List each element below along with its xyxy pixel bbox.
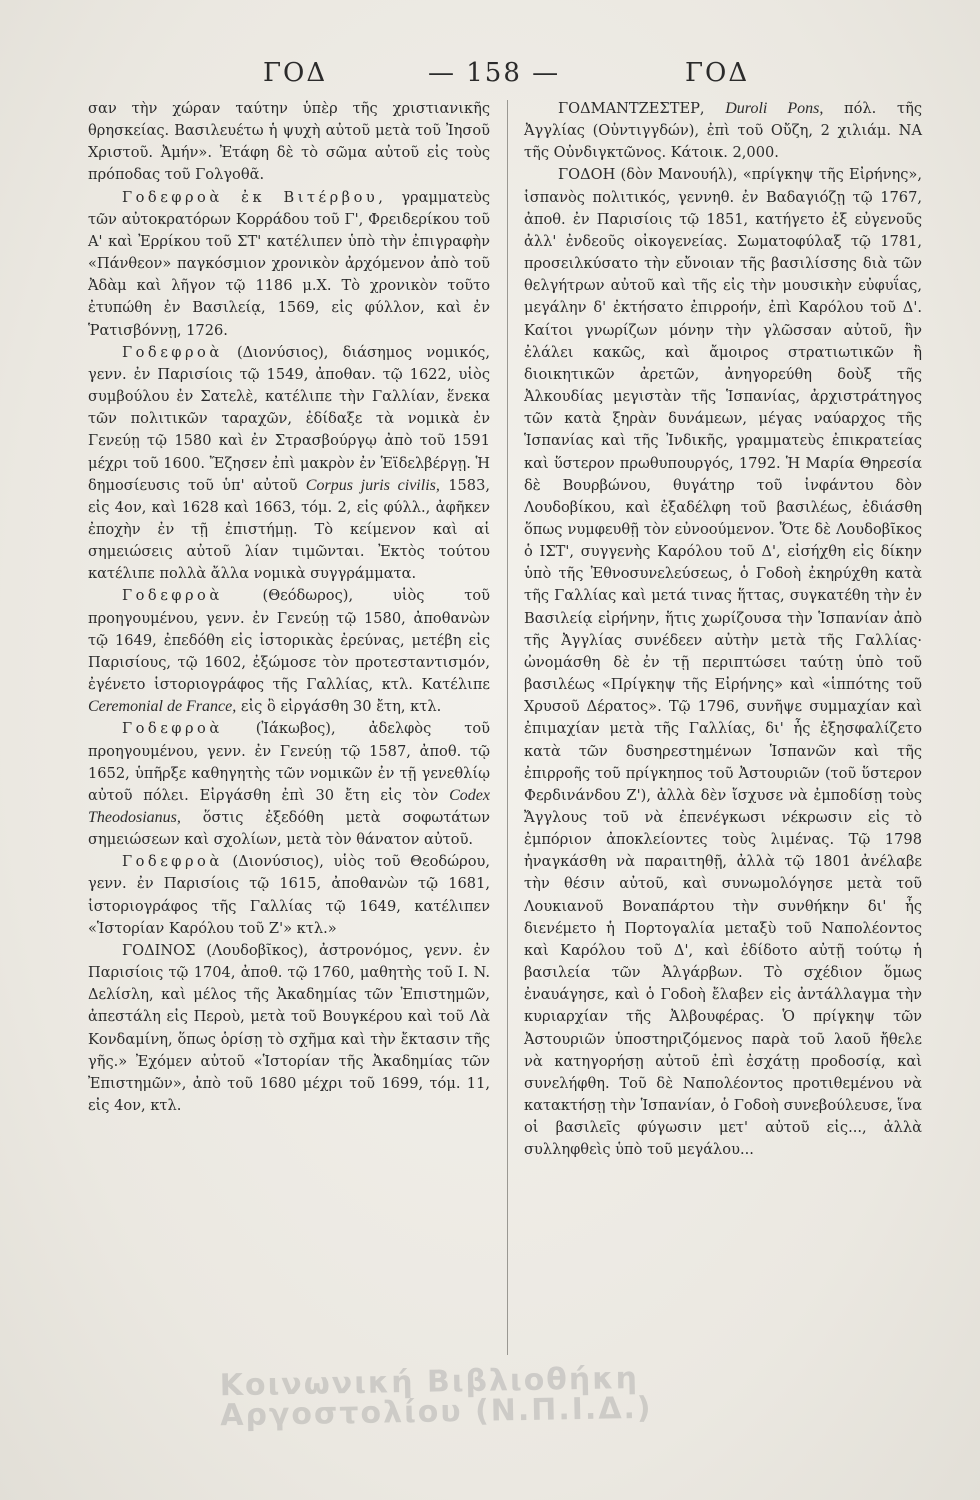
entry-godinos: ΓΟΔΙΝΟΣ (Λουδοβῖκος), ἀστρονόμος, γενν. ἐν Παρισίοις τῷ 1704, ἀποθ. τῷ 1760, μαθητὴς τοῦ I. N. Δελίσλη, καὶ μέλος τῆς Ἀκαδημίας τῶν Ἐπιστημῶν, ἀπεστάλη εἰς Περοὺ, μετὰ τοῦ Βουγκέρου καὶ τοῦ Λὰ Κονδαμίνη, ὅπως ὁρίσῃ τὸ σχῆμα καὶ τὴν ἔκτασιν τῆς γῆς.» Ἐχόμεν αὐτοῦ «Ἱστορίαν τῆς Ἀκαδημίας τῶν Ἐπιστημῶν», ἀπὸ τοῦ 1680 μέχρι τοῦ 1699, τόμ. 11, εἰς 4ον, κτλ. (88, 941, 490, 1115)
entry-text: 1583, εἰς 4ον, καὶ 1628 καὶ 1663, τόμ. 2, εἰς φύλλ., ἀφῆκεν ἐποχὴν ἐν τῇ ἐπιστήμῃ. Τὸ κείμενον καὶ αἱ σημειώσεις αὐτοῦ λίαν τιμῶνται. Ἐκτὸς τούτου κατέλιπε πολλὰ ἄλλα νομικὰ συγγράμματα. (88, 476, 490, 583)
header-left-guideword: ΓΟΔ (263, 58, 328, 88)
entry-text: γραμματεὺς τῶν αὐτοκρατόρων Κορράδου τοῦ Γ', Φρειδερίκου τοῦ Α' καὶ Ἐρρίκου τοῦ ΣΤ' κατέλιπεν ὑπὸ τὴν ἐπιγραφὴν «Πάνθεον» παγκόσμιον χρονικὸν ἀρχόμενον ἀπὸ τοῦ Ἀδὰμ καὶ λῆγον τῷ 1186 μ.Χ. Τὸ χρονικὸν τοῦτο ἐτυπώθη ἐν Βασιλείᾳ, 1569, εἰς φύλλον, καὶ ἐν Ῥατισβόννῃ, 1726. (88, 188, 490, 339)
entry-text: εἰς ὃ εἰργάσθη 30 ἔτη, κτλ. (236, 698, 442, 716)
entry-headword: Γοδεφροὰ (122, 720, 223, 738)
entry-text: (Διονύσιος), διάσημος νομικός, γενν. ἐν Παρισίοις τῷ 1549, ἀποθαν. τῷ 1622, υἱὸς συμβούλου ἐν Σατελὲ, κατέλιπε τὴν Γαλλίαν, ἕνεκα τῶν πολιτικῶν ταραχῶν, ἐδίδαξε τὰ νομικὰ ἐν Γενεύῃ τῷ 1580 καὶ ἐν Στρασβούργῳ ἀπὸ τοῦ 1591 μέχρι τοῦ 1600. Ἔζησεν ἐπὶ μακρὸν ἐν Ἑϊδελβέργῃ. Ἡ δημοσίευσις τοῦ ὑπ' αὐτοῦ (88, 343, 490, 494)
left-column (88, 98, 490, 1117)
book-title: Ceremonial de France, (88, 698, 237, 716)
entry-headword: Γοδεφροὰ (122, 343, 223, 361)
entry-godefroi-dionysios-2 (88, 851, 490, 940)
book-title: Codex Theodosianus, (88, 786, 490, 826)
column-divider (507, 100, 508, 1355)
entry-godefroi-theodoros (88, 585, 490, 718)
watermark-line: Αργοστολίου (Ν.Π.Ι.Δ.) (219, 1390, 653, 1434)
header-right-guideword: ΓΟΔ (685, 58, 750, 88)
entry-headword: Γοδεφροὰ (122, 587, 223, 605)
watermark-line: Κοινωνική Βιβλιοθήκη (219, 1360, 640, 1404)
entry-godoy: ΓΟΔΟΗ (δὸν Μανουήλ), «πρίγκηψ τῆς Εἰρήνης», ἱσπανὸς πολιτικός, γεννηθ. ἐν Βαδαγιόζῃ τῷ 1767, ἀποθ. ἐν Παρισίοις τῷ 1851, κατήγετο ἐξ εὐγενοῦς ἀλλ' ἐνδεοῦς οἰκογενείας. Σωματοφύλαξ τῷ 1781, προσειλκύσατο τὴν εὔνοιαν τῆς βασιλίσσης διὰ τῶν θελγήτρων αὐτοῦ καὶ τῆς εἰς τὴν μουσικὴν εὐφυΐας, μεγάλην δ' ἐκτήσατο ἐπιρροήν, ἐπὶ Καρόλου τοῦ Δ'. Καίτοι γνωρίζων μόνην τὴν γλῶσσαν αὐτοῦ, ἣν ἐλάλει κακῶς, καὶ ἄμοιρος στρατιωτικῶν ἢ διοικητικῶν ἀρετῶν, ἀνηγορεύθη δοὺξ τῆς Ἀλκουδίας μεγιστὰν τῆς Ἱσπανίας, ἀρχιστράτηγος τῶν κατὰ ξηρὰν δυνάμεων, μέγας ναύαρχος τῆς Ἱσπανίας καὶ τῆς Ἰνδικῆς, γραμματεὺς ἐπικρατείας καὶ ὕστερον πρωθυπουργός, 1792. Ἡ Μαρία Θηρεσία δὲ Βουρβώνου, θυγάτηρ τοῦ ἰνφάντου δὸν Λουδοβίκου, καὶ ἐξαδέλφη τοῦ βασιλέως, ἐδιάσθη ὅπως νυμφευθῇ τὸν εὐνοούμενον. Ὅτε δὲ Λουδοβῖκος ὁ ΙΣΤ', συγγενὴς Καρόλου τοῦ Δ', εἰσήχθη εἰς δίκην ὑπὸ τῆς Ἐθνοσυνελεύσεως, ὁ Γοδοὴ ἐκηρύχθη κατὰ τῆς Γαλλίας καὶ μετά τινας ἥττας, συγκατέθη τὴν ἐν Βασιλείᾳ εἰρήνην, ἥτις χωρίζουσα τὴν Ἱσπανίαν ἀπὸ τῆς Ἀγγλίας συνέδεεν αὐτὴν μετὰ τῆς Γαλλίας· ὠνομάσθη δὲ ἐν τῇ περιπτώσει ταύτῃ ὑπὸ τοῦ βασιλέως «Πρίγκηψ τῆς Εἰρήνης» καὶ «ἱππότης τοῦ Χρυσοῦ Δέρατος». Τῷ 1796, συνῆψε συμμαχίαν καὶ ἐπιμαχίαν μετὰ τῆς Γαλλίας, δι' ἧς ἐξησφαλίζετο κατὰ τῶν δυσηρεστημένων Ἱσπανῶν καὶ τῆς ἐπιρροῆς τοῦ πρίγκηπος τοῦ Ἀστουριῶν (τοῦ ὕστερον Φερδινάνδου Ζ'), ἀλλὰ δὲν ἴσχυσε νὰ ἐμποδίσῃ τοὺς Ἄγγλους τοῦ νὰ ἐπενέγκωσι νέκρωσιν εἰς τὸ ἐμπόριον ἀποκλείοντες τοὺς λιμένας. Τῷ 1798 ἠναγκάσθη νὰ παραιτηθῇ, ἀλλὰ τῷ 1801 ἀνέλαβε τὴν θέσιν αὐτοῦ, καὶ συνωμολόγησε μετὰ τοῦ Λουκιανοῦ Βοναπάρτου τὴν συνθήκην δι' ἧς διενέμετο ἡ Πορτογαλία μεταξὺ τοῦ Ναπολέοντος καὶ Καρόλου τοῦ Δ', καὶ ἐδίδοτο αὐτῇ τούτῳ ἡ βασιλεία τῶν Ἀλγάρβων. Τὸ σχέδιον ὅμως ἐναυάγησε, καὶ ὁ Γοδοὴ ἔλαβεν εἰς ἀντάλλαγμα τὴν κυριαρχίαν τῆς Ἀλβουφέρας. Ὁ πρίγκηψ τῶν Ἀστουριῶν ὑποστηριζόμενος παρὰ τοῦ λαοῦ ἤθελε νὰ κατηγορήσῃ αὐτοῦ ἐπὶ ἐσχάτῃ προδοσίᾳ, καὶ συνελήφθη. Τοῦ δὲ Ναπολέοντος προτιθεμένου νὰ κατακτήσῃ τὴν Ἱσπανίαν, ὁ Γοδοὴ συνεβούλευσε, ἵνα οἱ βασιλεῖς φύγωσιν μετ' αὐτοῦ εἰς..., ἀλλὰ συλληφθεὶς ὑπὸ τοῦ μεγάλου... (524, 166, 922, 1159)
entry-text: ΓΟΔΜΑΝΤΖΕΣΤΕΡ, (558, 100, 726, 117)
entry-text: (Θεόδωρος), υἱὸς τοῦ προηγουμένου, γενν. ἐν Γενεύῃ τῷ 1580, ἀποθανὼν τῷ 1649, ἐπεδόθη εἰς ἱστορικὰς ἐρεύνας, μετέβη εἰς Παρισίους, τῷ 1602, ἐξώμοσε τὸν προτεσταντισμόν, ἐγένετο ἱστοριογράφος τῆς Γαλλίας, κτλ. Κατέλιπε (88, 587, 490, 694)
latin-name: Duroli Pons, (725, 100, 824, 117)
running-header (88, 58, 908, 98)
entry-godefroi-dionysios (88, 342, 490, 586)
library-watermark (219, 1359, 940, 1442)
entry-godefroi-iakovos (88, 718, 490, 851)
entry-text: (Διονύσιος), υἱὸς τοῦ Θεοδώρου, γενν. ἐν Παρισίοις τῷ 1615, ἀποθανὼν τῷ 1681, ἱστοριογράφος τῆς Γαλλίας τῷ 1649, κατέλιπεν «Ἱστορίαν Καρόλου τοῦ Ζ'» κτλ.» (88, 853, 490, 937)
entry-headword: Γοδεφροὰ (122, 853, 223, 871)
right-column (524, 98, 922, 1162)
page-number: — 158 — (428, 58, 561, 88)
book-title: Corpus juris civilis, (305, 476, 440, 494)
entry-text: ὅστις ἐξεδόθη μετὰ σοφωτάτων σημειώσεων καὶ σχολίων, μετὰ τὸν θάνατον αὐτοῦ. (88, 809, 490, 849)
entry-continuation: σαν τὴν χώραν ταύτην ὑπὲρ τῆς χριστιανικῆς θρησκείας. Βασιλευέτω ἡ ψυχὴ αὐτοῦ μετὰ τοῦ Ἰησοῦ Χριστοῦ. Ἀμήν». Ἐτάφη δὲ τὸ σῶμα αὐτοῦ εἰς τοὺς πρόποδας τοῦ Γολγοθᾶ. (88, 100, 490, 184)
entry-headword: Γοδεφροὰ ἐκ Βιτέρβου, (122, 188, 387, 206)
entry-godmanchester (524, 98, 922, 164)
entry-text: (Ἰάκωβος), ἀδελφὸς τοῦ προηγουμένου, γενν. ἐν Γενεύῃ τῷ 1587, ἀποθ. τῷ 1652, ὑπῆρξε καθηγητὴς τῶν νομικῶν ἐν τῇ γενεθλίῳ αὐτοῦ πόλει. Εἰργάσθη ἐπὶ 30 ἔτη εἰς τὸν (88, 720, 490, 804)
entry-godefroi-viterbo (88, 187, 490, 342)
entry-text: πόλ. τῆς Ἀγγλίας (Οὐντιγγδών), ἐπὶ τοῦ Οὔζη, 2 χιλιάμ. ΝΑ τῆς Οὐνδιγκτῶνος. Κάτοικ. 2,000. (524, 100, 922, 162)
